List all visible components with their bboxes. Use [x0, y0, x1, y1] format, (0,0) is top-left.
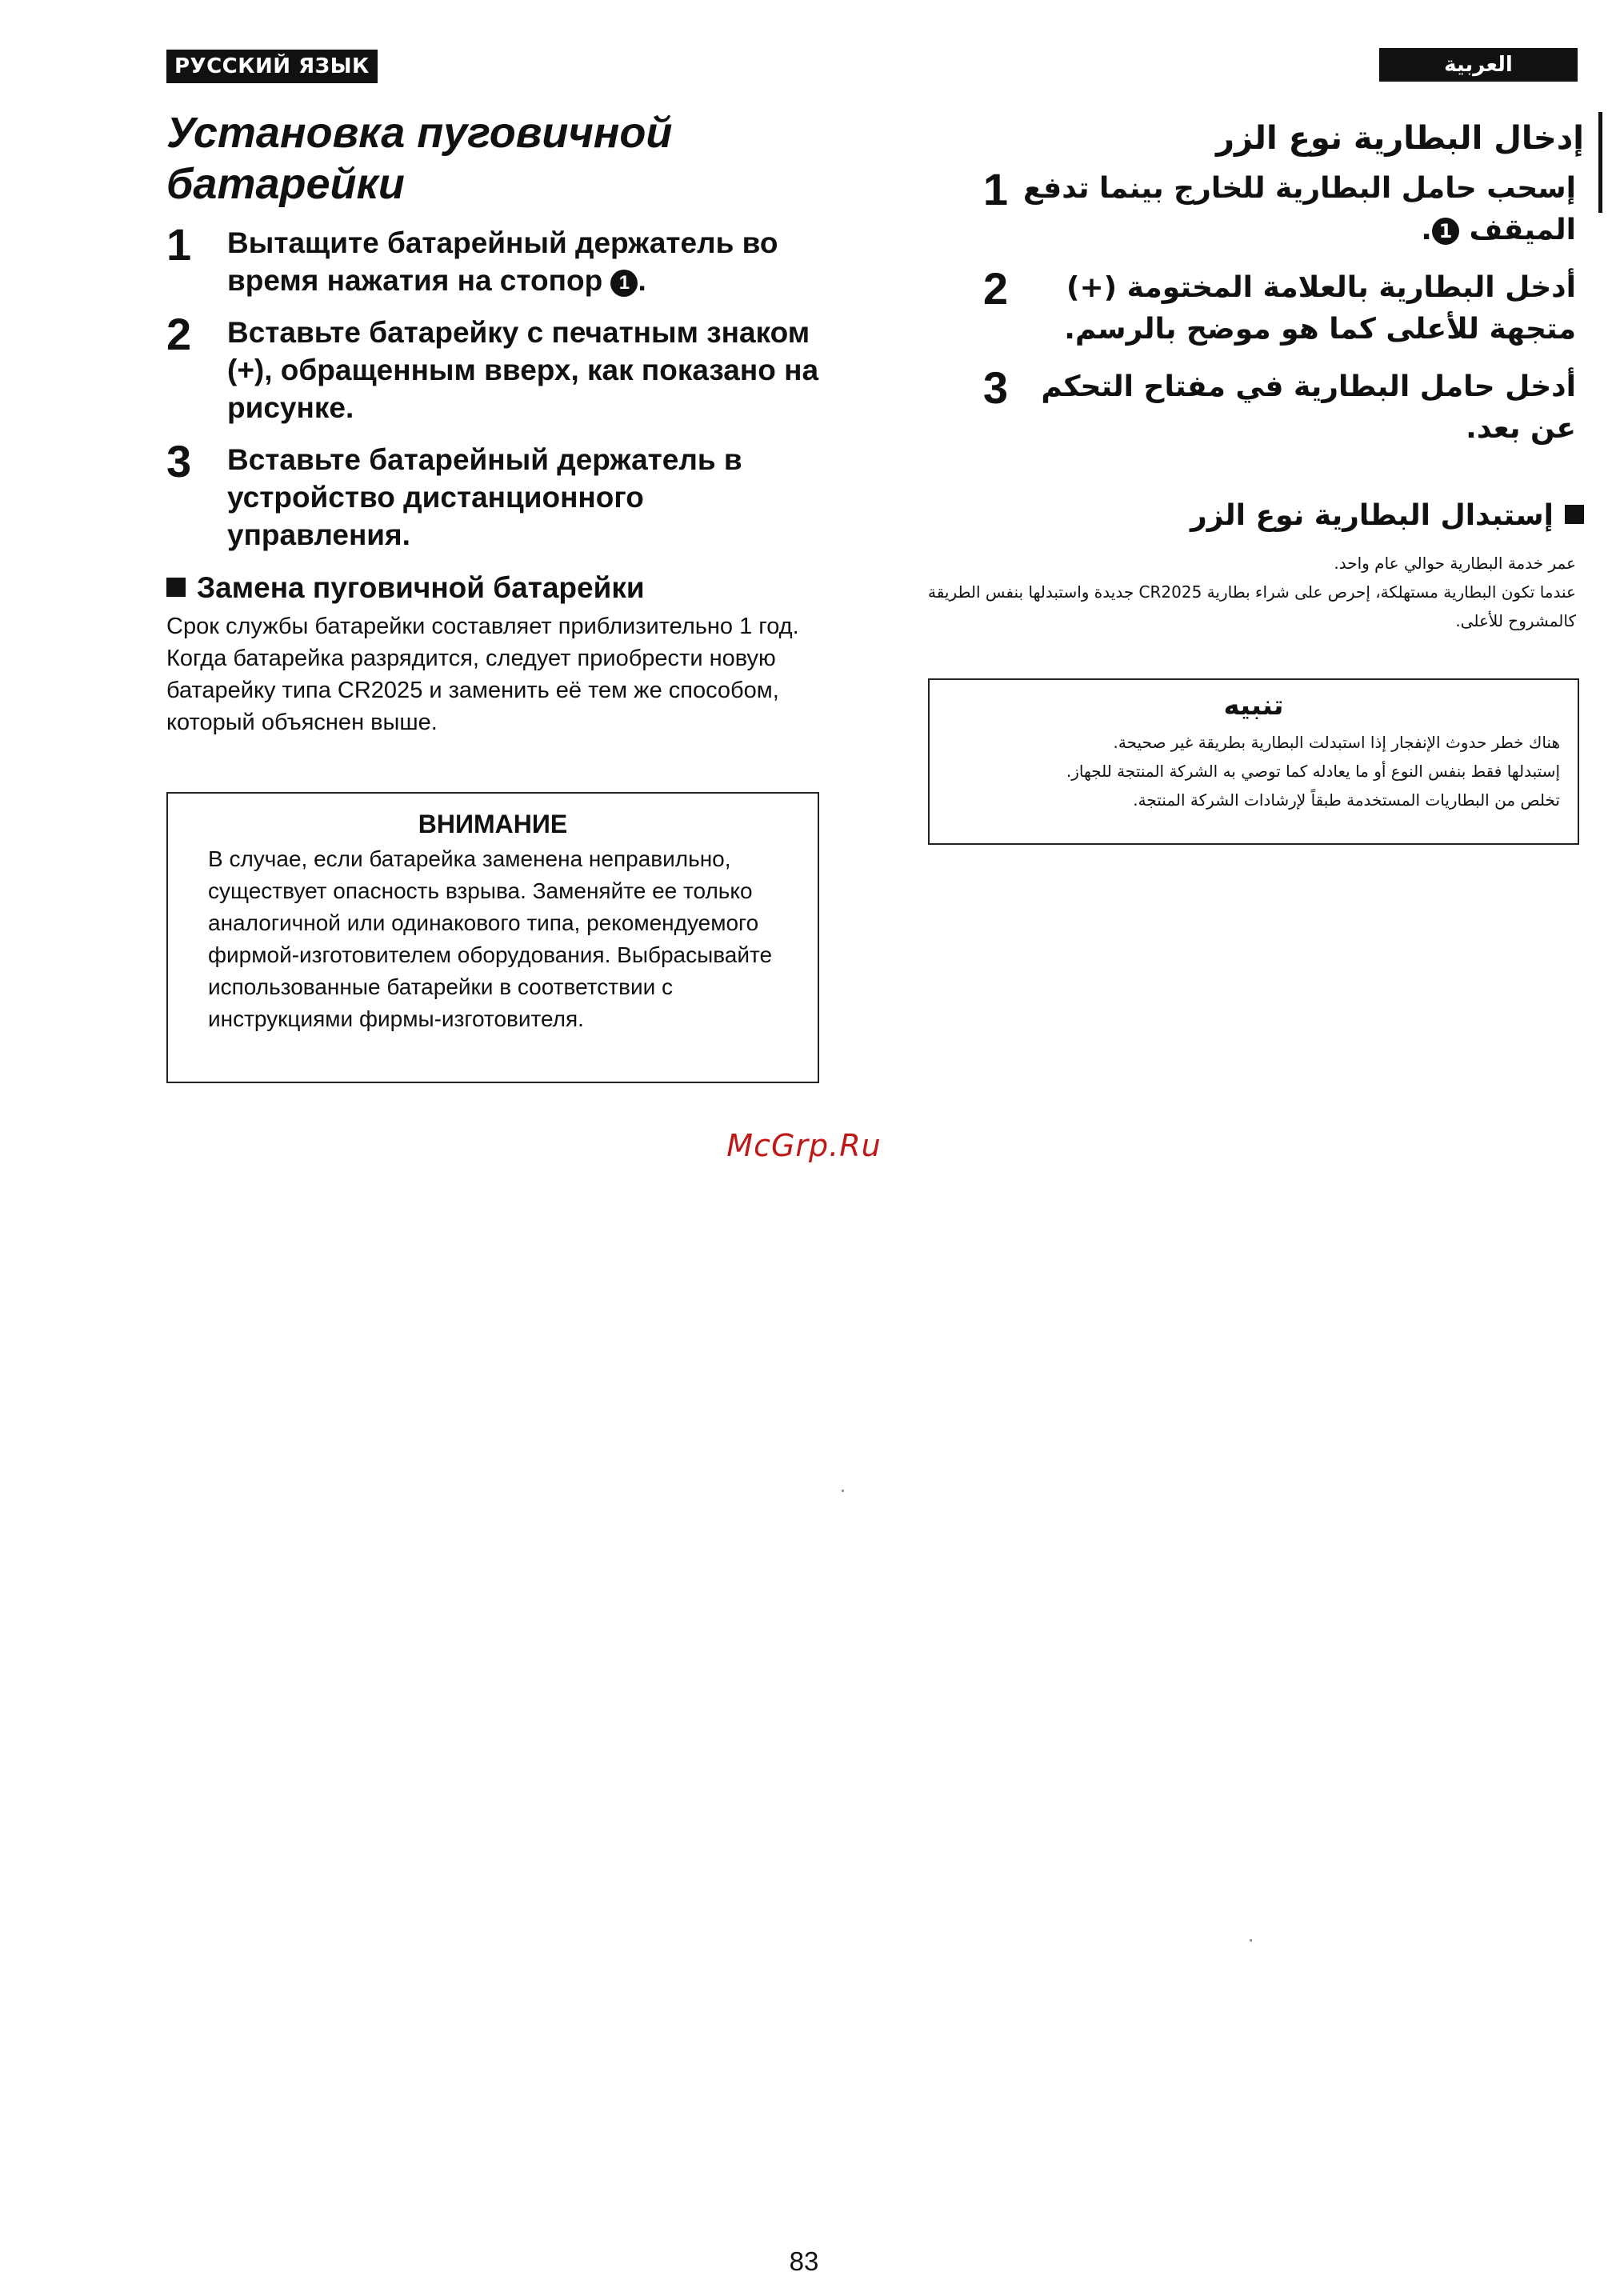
step-text: Вытащите батарейный держатель во время нажатия на стопор	[227, 226, 778, 297]
caution-line: تخلص من البطاريات المستخدمة طبقاً لإرشادات الشركة المنتجة.	[1133, 790, 1560, 810]
page-title-russian: Установка пуговичной батарейки	[166, 109, 673, 208]
scan-speck	[842, 1490, 844, 1492]
step-number: 2	[166, 309, 192, 359]
step-2-russian	[166, 309, 830, 426]
caution-text: В случае, если батарейка заменена неправильно, существует опасность взрыва. Заменяйте ее только аналогичной или одинакового типа, рекомендуемого фирмой-изготовителем оборудования. Выбрасывайте использованные батарейки в соответствии с инструкциями фирмы-изготовителя.	[208, 846, 773, 1031]
step-3-arabic	[944, 362, 1584, 450]
step-text: إسحب حامل البطارية للخارج بينما تدفع الميقف	[1023, 172, 1576, 246]
step-text: أدخل حامل البطارية في مفتاح التحكم عن بعد.	[1041, 370, 1576, 445]
watermark: McGrp.Ru	[726, 1128, 882, 1163]
step-number: 1	[982, 164, 1008, 214]
step-number: 3	[166, 436, 192, 486]
step-number: 3	[982, 362, 1008, 413]
body-text-arabic	[904, 549, 1576, 635]
body-text-russian	[166, 610, 830, 738]
paragraph: Срок службы батарейки составляет приблизительно 1 год.	[166, 614, 799, 639]
subsection-title-russian: Замена пуговичной батарейки	[166, 570, 830, 606]
caution-box-russian	[166, 792, 819, 1083]
step-2-arabic	[944, 263, 1584, 350]
side-thumb-mark	[1598, 112, 1602, 213]
paragraph: عندما تكون البطارية مستهلكة، إحرص على شراء بطارية CR2025 جديدة واستبدلها بنفس الطريقة كالمشروح للأعلى.	[928, 582, 1576, 630]
page-number: 83	[789, 2246, 819, 2276]
step-text: Вставьте батарейку с печатным знаком (+), обращенным вверх, как показано на рисунке.	[227, 316, 819, 424]
caution-title: ВНИМАНИЕ	[418, 810, 568, 838]
stopper-marker-icon: 1	[1432, 218, 1459, 245]
step-text: Вставьте батарейный держатель в устройство дистанционного управления.	[227, 443, 742, 551]
scan-speck	[1250, 1939, 1252, 1942]
paragraph: عمر خدمة البطارية حوالي عام واحد.	[1334, 554, 1576, 573]
caution-line: هناك خطر حدوث الإنفجار إذا استبدلت البطارية بطريقة غير صحيحة.	[1113, 733, 1560, 752]
subsection-title-arabic: إستبدال البطارية نوع الزر	[968, 498, 1584, 534]
square-bullet-icon	[166, 578, 186, 597]
steps-list-russian	[166, 219, 830, 568]
paragraph: Когда батарейка разрядится, следует приобрести новую батарейку типа CR2025 и заменить её тем же способом, который объяснен выше.	[166, 646, 779, 735]
language-tag-russian: РУССКИЙ ЯЗЫК	[166, 50, 378, 83]
steps-list-arabic	[944, 164, 1584, 466]
step-suffix: .	[638, 264, 646, 297]
step-text: أدخل البطارية بالعلامة المختومة (+) متجهة للأعلى كما هو موضح بالرسم.	[1064, 271, 1576, 346]
caution-title: تنبيه	[1223, 690, 1284, 722]
step-1-arabic	[944, 164, 1584, 251]
step-3-russian	[166, 436, 830, 554]
caution-line: إستبدلها فقط بنفس النوع أو ما يعادله كما توصي به الشركة المنتجة للجهاز.	[1066, 762, 1560, 781]
stopper-marker-icon: 1	[610, 270, 638, 297]
step-1-russian	[166, 219, 830, 299]
step-number: 1	[166, 219, 192, 270]
language-tag-arabic: العربية	[1379, 48, 1578, 82]
caution-text	[947, 728, 1560, 814]
square-bullet-icon	[1565, 505, 1584, 524]
step-number: 2	[982, 263, 1008, 314]
page-title-arabic: إدخال البطارية نوع الزر	[1216, 120, 1584, 157]
caution-box-arabic	[928, 678, 1579, 845]
step-suffix: .	[1421, 214, 1432, 246]
